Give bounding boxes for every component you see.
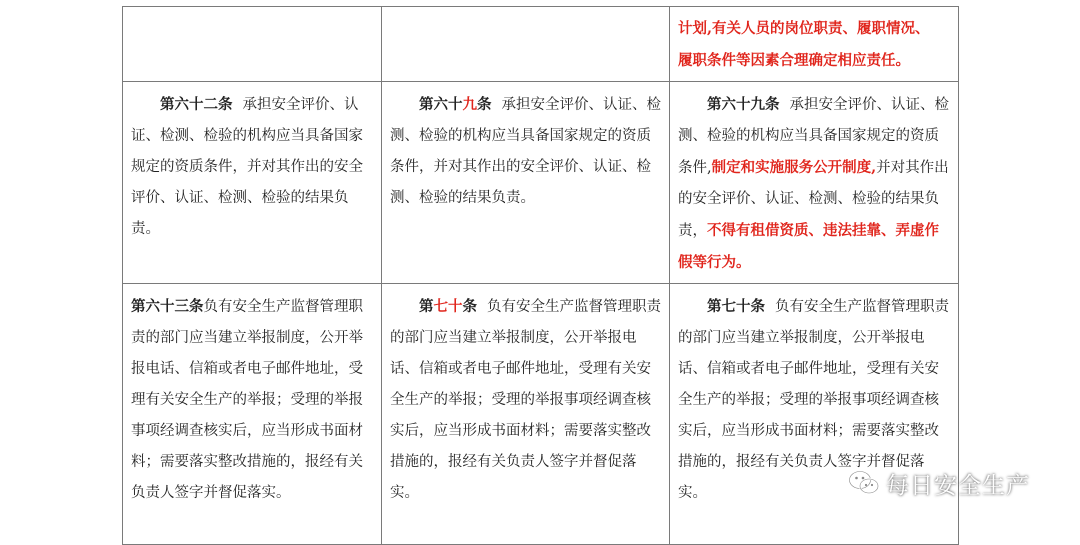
- table-row: [123, 284, 959, 545]
- article-title: 第六十三条: [131, 298, 204, 315]
- article-63-old: [123, 284, 382, 545]
- article-69-new: [670, 82, 959, 284]
- table-cell-old-empty: [123, 7, 382, 82]
- law-comparison-table: [122, 6, 959, 545]
- table-cell-draft-empty: [382, 7, 670, 82]
- article-added-text: 制定和实施服务公开制度,: [711, 159, 877, 176]
- article-title: 第七十条: [707, 298, 765, 315]
- article-title-part: 条: [462, 298, 477, 315]
- article-added-text: 不得有租借资质、违法挂靠、弄虚作假等行为。: [678, 222, 939, 271]
- wechat-icon: [848, 469, 880, 497]
- table-row: [123, 7, 959, 82]
- article-text: 并对其作出的安全评价、认证、检测、检验的结果负责，: [678, 160, 949, 239]
- article-70-new: [670, 284, 959, 545]
- article-title: 第六十二条: [160, 96, 233, 113]
- article-70-draft: [382, 284, 670, 545]
- article-62-old: [123, 82, 382, 284]
- article-title-part: 条: [477, 96, 492, 113]
- table-row: [123, 82, 959, 284]
- watermark-text: 每日安全生产: [886, 472, 1030, 499]
- table-cell-new-continued: [670, 7, 959, 82]
- watermark: [848, 466, 1030, 500]
- article-text: 负有安全生产监督管理职责的部门应当建立举报制度，公开举报电话、信箱或者电子邮件地址，受理有关安全生产的举报；受理的举报事项经调查核实后，应当形成书面材料；需要落实整改措施的，报经有关负责人签字并督促落实。: [678, 299, 949, 501]
- article-69-draft: [382, 82, 670, 284]
- continued-text-line2: 履职条件等因素合理确定相应责任。: [678, 52, 910, 69]
- article-text: 承担安全评价、认证、检测、检验的机构应当具备国家规定的资质条件，并对其作出的安全评价、认证、检测、检验的结果负责。: [131, 97, 363, 237]
- article-text: 承担安全评价、认证、检测、检验的机构应当具备国家规定的资质条件，并对其作出的安全评价、认证、检测、检验的结果负责。: [390, 97, 661, 206]
- continued-text-line1: 计划,有关人员的岗位职责、履职情况、: [678, 20, 930, 37]
- article-title-changed: 七十: [433, 298, 463, 315]
- article-title-changed: 九: [462, 96, 477, 113]
- article-text: 负有安全生产监督管理职责的部门应当建立举报制度，公开举报电话、信箱或者电子邮件地址，受理有关安全生产的举报；受理的举报事项经调查核实后，应当形成书面材料；需要落实整改措施的，报经有关负责人签字并督促落实。: [131, 299, 363, 501]
- article-text: 负有安全生产监督管理职责的部门应当建立举报制度，公开举报电话、信箱或者电子邮件地址，受理有关安全生产的举报；受理的举报事项经调查核实后，应当形成书面材料；需要落实整改措施的，报经有关负责人签字并督促落实。: [390, 299, 661, 501]
- article-title-part: 第六十: [419, 96, 463, 113]
- article-title: 第六十九条: [707, 96, 780, 113]
- article-title-part: 第: [419, 298, 434, 315]
- article-text: 承担安全评价、认证、检测、检验的机构应当具备国家规定的资质条件,: [678, 97, 949, 176]
